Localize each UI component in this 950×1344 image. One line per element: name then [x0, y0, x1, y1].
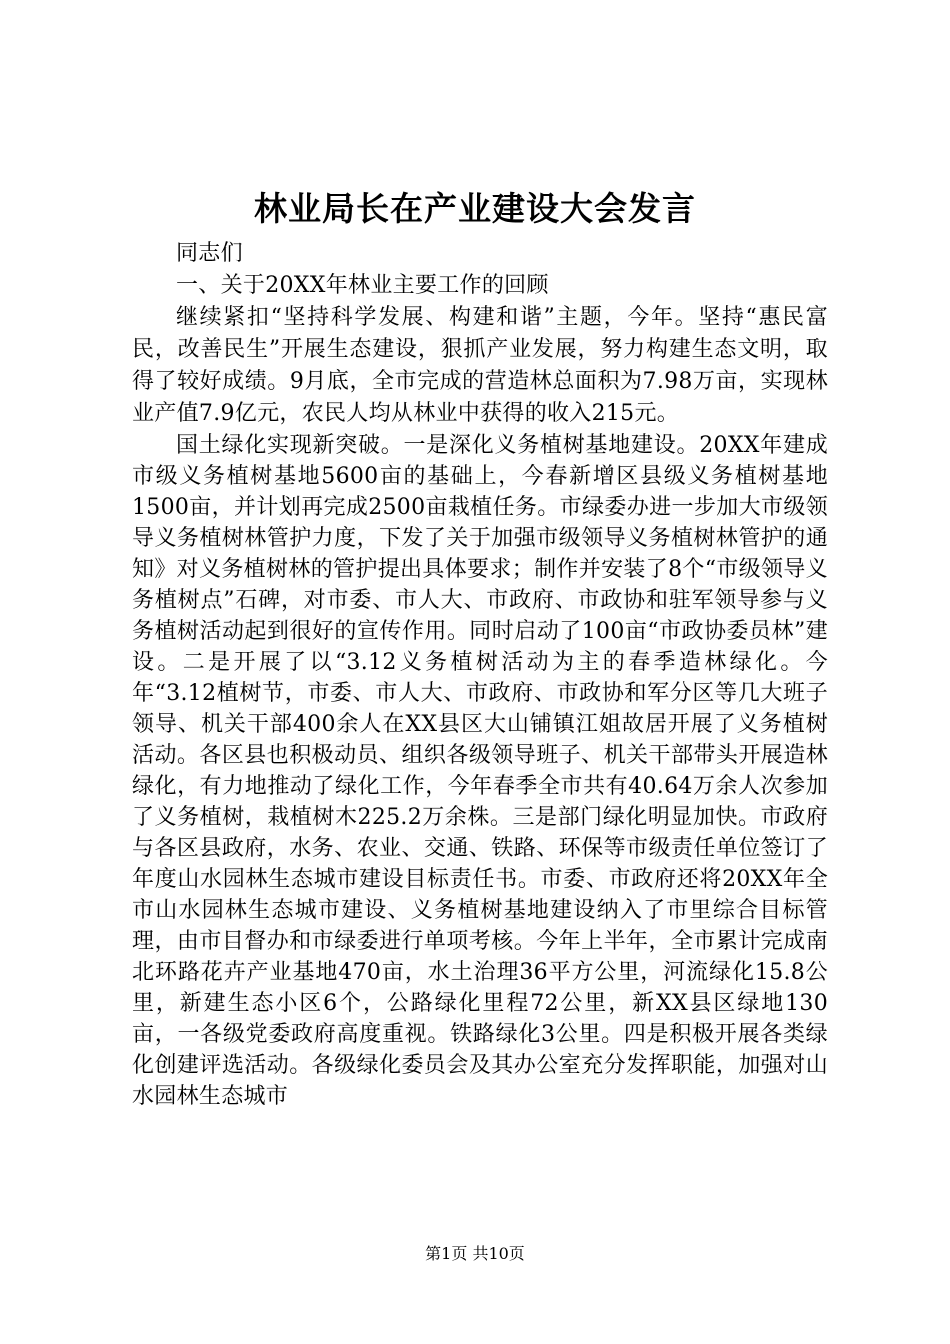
greeting-line: 同志们: [176, 241, 243, 266]
page-footer: 第1页 共10页: [425, 1244, 525, 1263]
section-heading: 一、关于20XX年林业主要工作的回顾: [176, 273, 549, 298]
document-title: 林业局长在产业建设大会发言: [254, 189, 696, 228]
paragraph-summary: 继续紧扣“坚持科学发展、构建和谐”主题，今年。坚持“惠民富民，改善民生”开展生态建设，狠抓产业发展，努力构建生态文明，取得了较好成绩。9月底，全市完成的营造林总面积为7.98万亩，实现林业产值7.9亿元，农民人均从林业中获得的收入215元。: [132, 305, 828, 426]
document-body: [132, 238, 828, 1112]
paragraph-greening: 国土绿化实现新突破。一是深化义务植树基地建设。20XX年建成市级义务植树基地5600亩的基础上，今春新增区县级义务植树基地1500亩，并计划再完成2500亩栽植任务。市绿委办进一步加大市级领导义务植树林管护力度，下发了关于加强市级领导义务植树林管护的通知》对义务植树林的管护提出具体要求；制作并安装了8个“市级领导义务植树点”石碑，对市委、市人大、市政府、市政协和驻军领导参与义务植树活动起到很好的宣传作用。同时启动了100亩“市政协委员林”建设。二是开展了以“3.12义务植树活动为主的春季造林绿化。今年“3.12植树节，市委、市人大、市政府、市政协和军分区等几大班子领导、机关干部400余人在XX县区大山铺镇江姐故居开展了义务植树活动。各区县也积极动员、组织各级领导班子、机关干部带头开展造林绿化，有力地推动了绿化工作，今年春季全市共有40.64万余人次参加了义务植树，栽植树木225.2万余株。三是部门绿化明显加快。市政府与各区县政府，水务、农业、交通、铁路、环保等市级责任单位签订了年度山水园林生态城市建设目标责任书。市委、市政府还将20XX年全市山水园林生态城市建设、义务植树基地建设纳入了市里综合目标管理，由市目督办和市绿委进行单项考核。今年上半年，全市累计完成南北环路花卉产业基地470亩，水土治理36平方公里，河流绿化15.8公里，新建生态小区6个，公路绿化里程72公里，新XX县区绿地130亩，一各级党委政府高度重视。铁路绿化3公里。四是积极开展各类绿化创建评选活动。各级绿化委员会及其办公室充分发挥职能，加强对山水园林生态城市: [132, 433, 828, 1109]
